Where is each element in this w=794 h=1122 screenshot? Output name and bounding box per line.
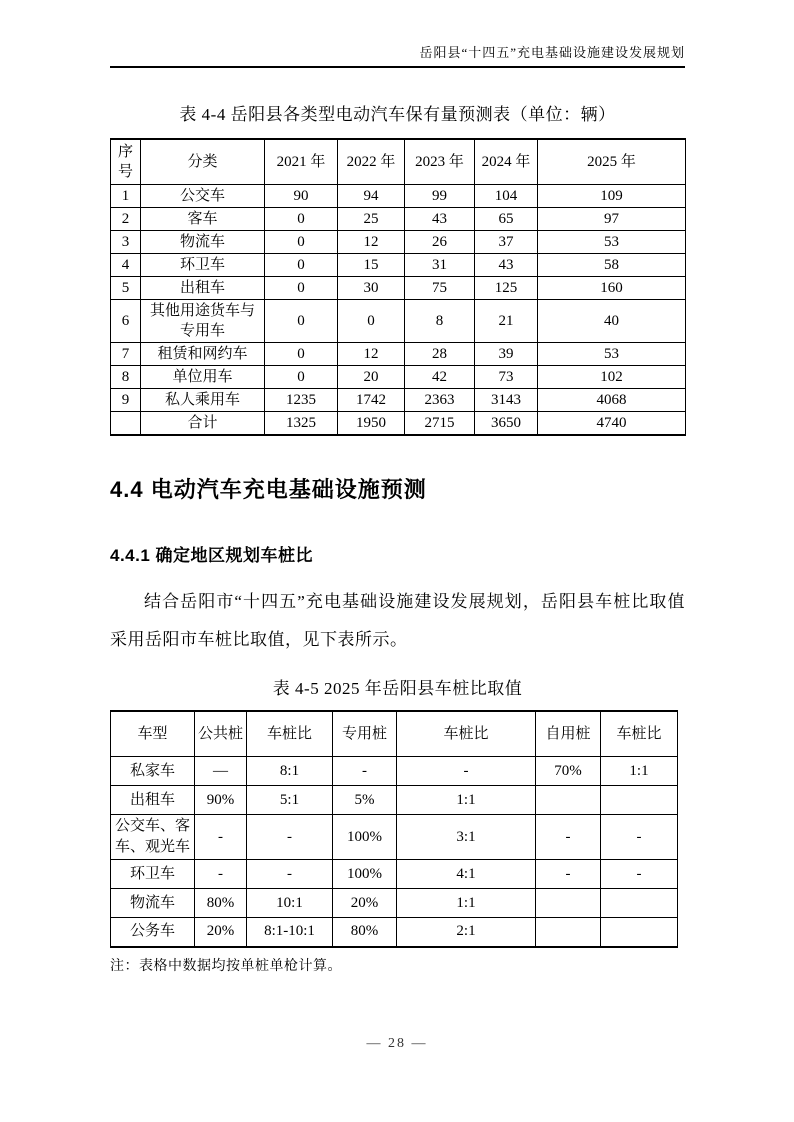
- table-cell: —: [195, 757, 247, 786]
- table-cell: 42: [405, 365, 475, 388]
- table-cell: 出租车: [111, 786, 195, 815]
- table-cell: 3: [111, 230, 141, 253]
- table-header-row: [111, 711, 678, 757]
- table-row: [111, 786, 678, 815]
- table-cell: 4068: [538, 388, 686, 411]
- table-cell: 65: [475, 207, 538, 230]
- table-cell: -: [397, 757, 536, 786]
- table-cell: 3:1: [397, 815, 536, 860]
- table-cell: -: [601, 815, 678, 860]
- table-cell: 环卫车: [141, 253, 265, 276]
- table-4-5-title: 表 4-5 2025 年岳阳县车桩比取值: [272, 678, 523, 698]
- table-cell: 7: [111, 342, 141, 365]
- table-row: [111, 184, 686, 207]
- header-title: 岳阳县“十四五”充电基础设施建设发展规划: [419, 45, 685, 60]
- table-row: [111, 365, 686, 388]
- table-row: [111, 757, 678, 786]
- table-cell: [601, 889, 678, 918]
- table-cell: 26: [405, 230, 475, 253]
- table-cell: 20%: [333, 889, 397, 918]
- column-header: 公共桩: [195, 711, 247, 757]
- table-cell: 0: [265, 230, 338, 253]
- table-cell: 8:1-10:1: [247, 918, 333, 947]
- table-cell: [111, 411, 141, 435]
- table-cell: 25: [338, 207, 405, 230]
- table-cell: 0: [265, 207, 338, 230]
- table-cell: 90: [265, 184, 338, 207]
- table-cell: 53: [538, 342, 686, 365]
- table-cell: 2:1: [397, 918, 536, 947]
- table-cell: 37: [475, 230, 538, 253]
- column-header: 2024 年: [475, 139, 538, 184]
- table-cell: 环卫车: [111, 860, 195, 889]
- page-content: [110, 100, 685, 975]
- table-cell: 2: [111, 207, 141, 230]
- table-cell: 97: [538, 207, 686, 230]
- table-row: [111, 388, 686, 411]
- column-header: 2022 年: [338, 139, 405, 184]
- table-row: [111, 342, 686, 365]
- table-cell: -: [195, 860, 247, 889]
- table-cell: 0: [265, 276, 338, 299]
- table-cell: 1: [111, 184, 141, 207]
- table-row: [111, 230, 686, 253]
- table-row: [111, 889, 678, 918]
- column-header: 2025 年: [538, 139, 686, 184]
- table-cell: 0: [265, 299, 338, 342]
- column-header: 车桩比: [397, 711, 536, 757]
- table-cell: 20: [338, 365, 405, 388]
- table-cell: [601, 786, 678, 815]
- table-cell: 0: [265, 365, 338, 388]
- table-cell: [536, 918, 601, 947]
- table-row: [111, 860, 678, 889]
- table-cell: [536, 889, 601, 918]
- table-cell: 80%: [195, 889, 247, 918]
- table-cell: 94: [338, 184, 405, 207]
- table-cell: [536, 786, 601, 815]
- table-cell: 公交车: [141, 184, 265, 207]
- column-header: 自用桩: [536, 711, 601, 757]
- table-cell: 8:1: [247, 757, 333, 786]
- table-cell: 4: [111, 253, 141, 276]
- table-cell: 58: [538, 253, 686, 276]
- column-header: 序号: [111, 139, 141, 184]
- table-cell: 8: [111, 365, 141, 388]
- table-body: [111, 757, 678, 947]
- table-cell: 合计: [141, 411, 265, 435]
- column-header: 分类: [141, 139, 265, 184]
- page-footer: [0, 1036, 794, 1052]
- table-row: [111, 299, 686, 342]
- page-header: [110, 42, 685, 68]
- table-cell: 3650: [475, 411, 538, 435]
- table-cell: 物流车: [141, 230, 265, 253]
- table-cell: 102: [538, 365, 686, 388]
- table-cell: 8: [405, 299, 475, 342]
- table-cell: 2363: [405, 388, 475, 411]
- table-cell: 100%: [333, 815, 397, 860]
- table-cell: 租赁和网约车: [141, 342, 265, 365]
- table-cell: 1:1: [397, 786, 536, 815]
- table-cell: 39: [475, 342, 538, 365]
- table-cell: 1235: [265, 388, 338, 411]
- table-cell: 1742: [338, 388, 405, 411]
- table-cell: -: [333, 757, 397, 786]
- table-cell: 1325: [265, 411, 338, 435]
- table-cell: 物流车: [111, 889, 195, 918]
- vehicle-forecast-table: [110, 138, 686, 436]
- table-4-4-title: 表 4-4 岳阳县各类型电动汽车保有量预测表（单位：辆）: [179, 105, 616, 124]
- section-heading-4-4: 4.4 电动汽车充电基础设施预测: [110, 476, 427, 502]
- table-row: [111, 276, 686, 299]
- table-cell: 公交车、客车、观光车: [111, 815, 195, 860]
- table-cell: 4740: [538, 411, 686, 435]
- table-cell: 2715: [405, 411, 475, 435]
- table-row: [111, 918, 678, 947]
- table-cell: 10:1: [247, 889, 333, 918]
- table-cell: 公务车: [111, 918, 195, 947]
- table-cell: 80%: [333, 918, 397, 947]
- table-cell: 125: [475, 276, 538, 299]
- table-cell: 43: [405, 207, 475, 230]
- table-header: [111, 139, 686, 184]
- table-cell: 私家车: [111, 757, 195, 786]
- table-cell: -: [247, 815, 333, 860]
- table-cell: 21: [475, 299, 538, 342]
- column-header: 车桩比: [247, 711, 333, 757]
- section-heading-4-4-1: 4.4.1 确定地区规划车桩比: [110, 545, 314, 565]
- table-cell: 12: [338, 342, 405, 365]
- table-cell: 40: [538, 299, 686, 342]
- column-header: 2023 年: [405, 139, 475, 184]
- table-cell: 70%: [536, 757, 601, 786]
- table-cell: 90%: [195, 786, 247, 815]
- table-cell: 30: [338, 276, 405, 299]
- column-header: 车桩比: [601, 711, 678, 757]
- table-cell: [601, 918, 678, 947]
- table-cell: 1:1: [601, 757, 678, 786]
- table-cell: 9: [111, 388, 141, 411]
- table-cell: 20%: [195, 918, 247, 947]
- table-cell: 104: [475, 184, 538, 207]
- table-cell: 28: [405, 342, 475, 365]
- table-cell: 15: [338, 253, 405, 276]
- pile-ratio-table: [110, 710, 678, 948]
- page-number: — 28 —: [366, 1036, 428, 1051]
- table-row: [111, 207, 686, 230]
- table-cell: 12: [338, 230, 405, 253]
- table-cell: 3143: [475, 388, 538, 411]
- table-cell: -: [247, 860, 333, 889]
- table-cell: 5: [111, 276, 141, 299]
- table-cell: 73: [475, 365, 538, 388]
- table-cell: 53: [538, 230, 686, 253]
- table-row: [111, 411, 686, 435]
- table-cell: 75: [405, 276, 475, 299]
- table-cell: -: [536, 860, 601, 889]
- table-cell: 单位用车: [141, 365, 265, 388]
- table-cell: 1:1: [397, 889, 536, 918]
- table-cell: -: [195, 815, 247, 860]
- table-header-row: [111, 139, 686, 184]
- table-cell: 5:1: [247, 786, 333, 815]
- column-header: 专用桩: [333, 711, 397, 757]
- table-cell: 99: [405, 184, 475, 207]
- table-cell: 0: [265, 253, 338, 276]
- table-cell: 31: [405, 253, 475, 276]
- table-cell: 160: [538, 276, 686, 299]
- table-cell: 客车: [141, 207, 265, 230]
- table-cell: 43: [475, 253, 538, 276]
- column-header: 2021 年: [265, 139, 338, 184]
- table-cell: 0: [338, 299, 405, 342]
- table-cell: 私人乘用车: [141, 388, 265, 411]
- table-cell: -: [601, 860, 678, 889]
- table-header: [111, 711, 678, 757]
- table-cell: 出租车: [141, 276, 265, 299]
- table-cell: 其他用途货车与专用车: [141, 299, 265, 342]
- table-cell: 4:1: [397, 860, 536, 889]
- table-cell: -: [536, 815, 601, 860]
- table-cell: 5%: [333, 786, 397, 815]
- table-cell: 100%: [333, 860, 397, 889]
- table-cell: 1950: [338, 411, 405, 435]
- body-paragraph: 结合岳阳市“十四五”充电基础设施建设发展规划，岳阳县车桩比取值采用岳阳市车桩比取值，见下表所示。: [110, 591, 685, 649]
- table-body: [111, 184, 686, 435]
- table-row: [111, 815, 678, 860]
- table-cell: 0: [265, 342, 338, 365]
- table-cell: 109: [538, 184, 686, 207]
- column-header: 车型: [111, 711, 195, 757]
- table-note: 注：表格中数据均按单桩单枪计算。: [110, 958, 342, 974]
- table-row: [111, 253, 686, 276]
- table-cell: 6: [111, 299, 141, 342]
